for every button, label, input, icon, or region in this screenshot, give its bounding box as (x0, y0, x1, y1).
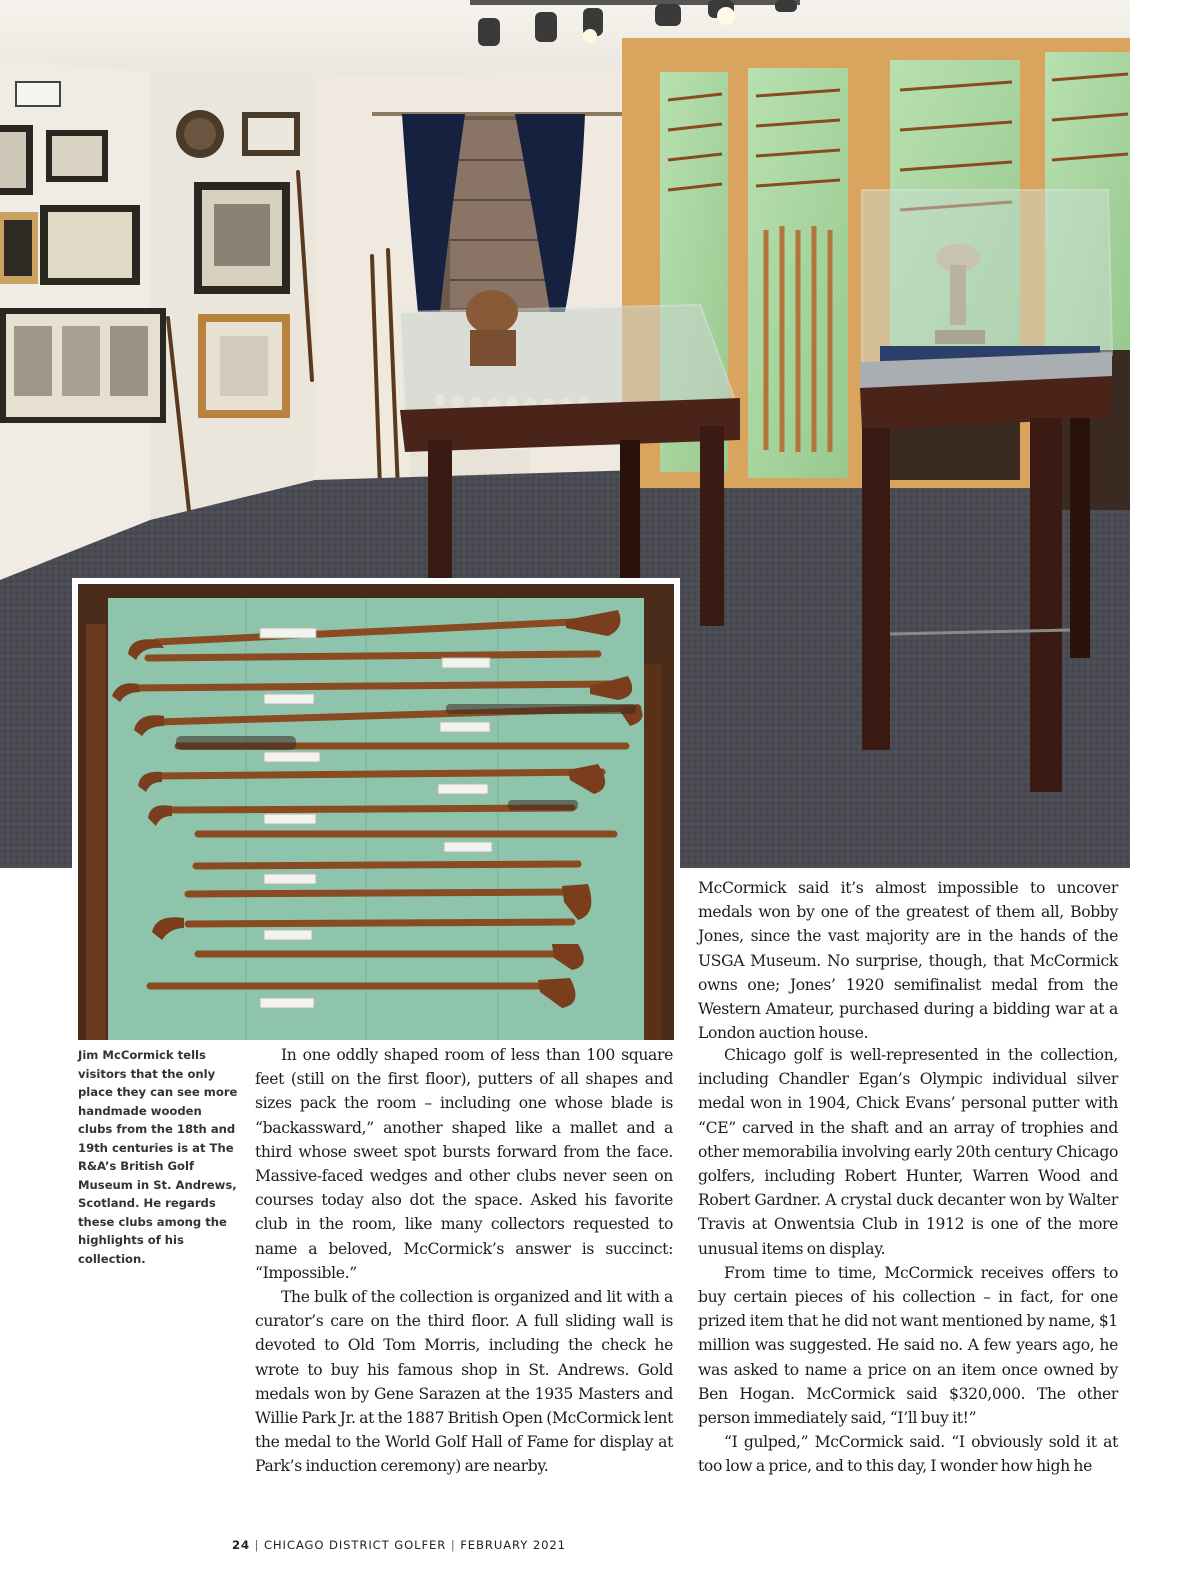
photo-caption: Jim McCormick tells visitors that the only place they can see more handmade wooden clubs from the 18th and 19th centuries is at The R&A’s British Golf Museum in St. Andrews, Scotland. He regards these clubs among the highlights of his collection. (78, 1048, 238, 1266)
article-paragraph: McCormick said it’s almost impossible to uncover medals won by one of the greatest of them all, Bobby Jones, since the vast majority are in the hands of the USGA Museum. No surprise, though, that McCormick owns one; Jones’ 1920 semifinalist medal from the Western Amateur, purchased during a bidding war at a London auction house. (698, 879, 1118, 1043)
wall-clubs-illustration (78, 584, 674, 1040)
article-column-left (255, 1043, 673, 1479)
article-column-right-top (698, 876, 1118, 1045)
article-paragraph: In one oddly shaped room of less than 100 square feet (still on the first floor), putters of all shapes and sizes pack the room – including one whose blade is “backassward,” another shaped like a mallet and a third whose sweet spot bursts forward from the face. Massive-faced wedges and other clubs never seen on courses today also dot the space. Asked his favorite club in the room, like many collectors requested to name a beloved, McCormick’s answer is succinct: “Impossible.” (255, 1046, 673, 1282)
issue-date: FEBRUARY 2021 (460, 1538, 566, 1552)
article-column-right-bottom (698, 1043, 1118, 1479)
page-number: 24 (232, 1538, 250, 1552)
article-paragraph: From time to time, McCormick receives offers to buy certain pieces of his collection – in fact, for one prized item that he did not want mentioned by name, $1 million was suggested. He said no. A few years ago, he was asked to name a price on an item once owned by Ben Hogan. McCormick said $320,000. The other person immediately said, “I’ll buy it!” (698, 1263, 1118, 1428)
publication-name: CHICAGO DISTRICT GOLFER (263, 1538, 447, 1552)
article-paragraph: “I gulped,” McCormick said. “I obviously sold it at too low a price, and to this day, I wonder how high he (698, 1433, 1118, 1476)
article-paragraph: Chicago golf is well-represented in the collection, including Chandler Egan’s Olympic individual silver medal won in 1904, Chick Evans’ personal putter with “CE” carved in the shaft and an array of trophies and other memorabilia involving early 20th century Chicago golfers, including Robert Hunter, Warren Wood and Robert Gardner. A crystal duck decanter won by Walter Travis at Onwentsia Club in 1912 is one of the more unusual items on display. (698, 1046, 1118, 1258)
page-footer (232, 1538, 566, 1552)
article-paragraph: The bulk of the collection is organized and lit with a curator’s care on the third floor. A full sliding wall is devoted to Old Tom Morris, including the check he wrote to buy his famous shop in St. Andrews. Gold medals won by Gene Sarazen at the 1935 Masters and Willie Park Jr. at the 1887 British Open (McCormick lent the medal to the World Golf Hall of Fame for display at Park’s induction ceremony) are nearby. (255, 1288, 673, 1476)
footer-separator: | (254, 1538, 260, 1552)
inset-photo-frame (72, 578, 680, 1040)
footer-separator: | (450, 1538, 456, 1552)
